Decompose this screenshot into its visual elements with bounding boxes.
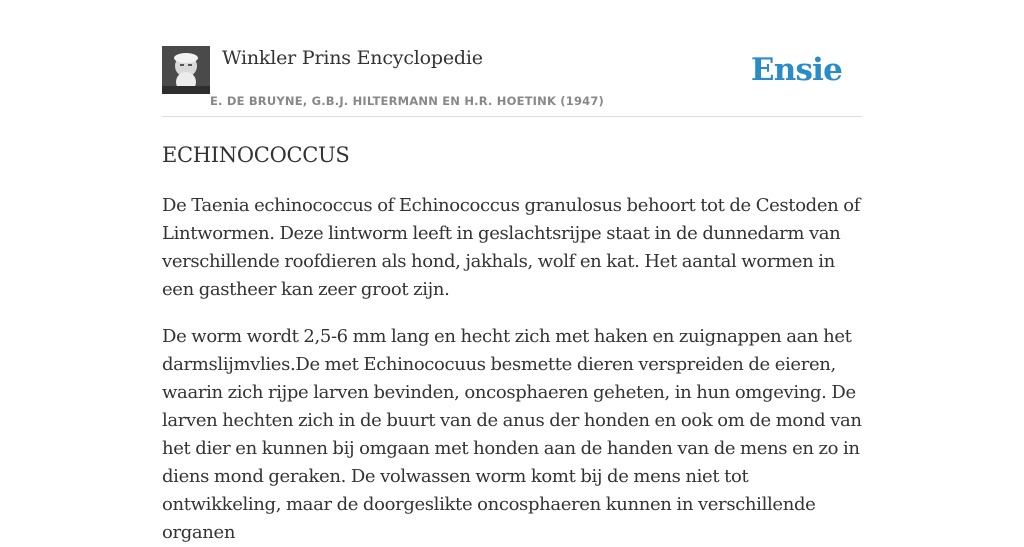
site-title[interactable]: Winkler Prins Encyclopedie [222,47,483,69]
article-paragraph-2: De worm wordt 2,5-6 mm lang en hecht zich met haken en zuignappen aan het darmslijmvlies.De met Echinococuus besmette dieren verspreiden de eieren, waarin zich rijpe larven bevinden, oncosphaeren geheten, in hun omgeving. De larven hechten zich in de buurt van de anus der honden en ook om de mond van het dier en kunnen bij omgaan met honden aan de handen van de mens en zo in diens mond geraken. De volwassen worm komt bij de mens niet tot ontwikkeling, maar de doorgeslikte oncosphaeren kunnen in verschillende organen [162,326,862,543]
portrait-graphic [162,46,210,94]
article-title: ECHINOCOCCUS [162,143,350,167]
site-header [162,44,862,117]
authors-byline: E. DE BRUYNE, G.B.J. HILTERMANN EN H.R. HOETINK (1947) [210,94,605,108]
author-portrait-icon[interactable] [162,46,210,94]
article-paragraph-1: De Taenia echinococcus of Echinococcus granulosus behoort tot de Cestoden of Lintwormen. Deze lintworm leeft in geslachtsrijpe staat in de dunnedarm van verschillende roofdieren als hond, jakhals, wolf en kat. Het aantal wormen in een gastheer kan zeer groot zijn. [162,195,861,300]
ensie-logo[interactable]: Ensie [750,52,842,88]
article [162,140,862,547]
